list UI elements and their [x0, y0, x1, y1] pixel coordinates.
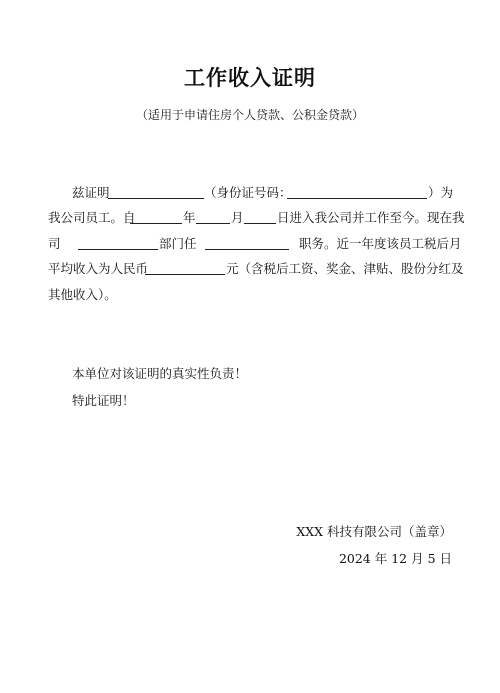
body-text: （身份证号码：: [204, 185, 292, 200]
body-line-1: [0, 183, 500, 203]
body-line-5: [0, 285, 500, 305]
body-line-4: [0, 259, 500, 279]
name-blank: [108, 198, 204, 199]
body-text: 司: [48, 236, 61, 251]
body-text: 平均收入为人民币: [48, 261, 149, 276]
day-blank: [244, 223, 276, 224]
document-title: 工作收入证明: [184, 65, 316, 90]
body-text: 元（含税后工资、奖金、津贴、股份分红及: [226, 261, 464, 276]
body-text: 月: [231, 210, 244, 225]
body-text: 我公司员工。自: [48, 210, 136, 225]
document-subtitle: （适用于申请住房个人贷款、公积金贷款）: [135, 108, 364, 122]
signature-date: 2024 年 12 月 5 日: [338, 551, 452, 566]
body-text: 年: [183, 210, 196, 225]
id-number-blank: [287, 198, 427, 199]
month-blank: [196, 223, 230, 224]
department-blank: [78, 249, 158, 250]
body-line-2: [0, 208, 500, 228]
body-text: 其他收入）。: [48, 287, 117, 302]
income-amount-blank: [145, 274, 225, 275]
responsibility-statement: 本单位对该证明的真实性负责！: [72, 366, 248, 381]
year-blank: [130, 223, 182, 224]
body-text: 职务。近一年度该员工税后月: [299, 236, 462, 251]
company-signature: XXX 科技有限公司（盖章）: [296, 524, 452, 539]
body-text: 部门任: [159, 236, 197, 251]
body-line-3: [0, 234, 500, 254]
body-text: 兹证明: [72, 185, 110, 200]
body-text: ）为: [428, 185, 454, 200]
closing-statement: 特此证明！: [72, 393, 135, 408]
position-blank: [205, 249, 289, 250]
body-text: 日进入我公司并工作至今。现在我: [277, 210, 465, 225]
